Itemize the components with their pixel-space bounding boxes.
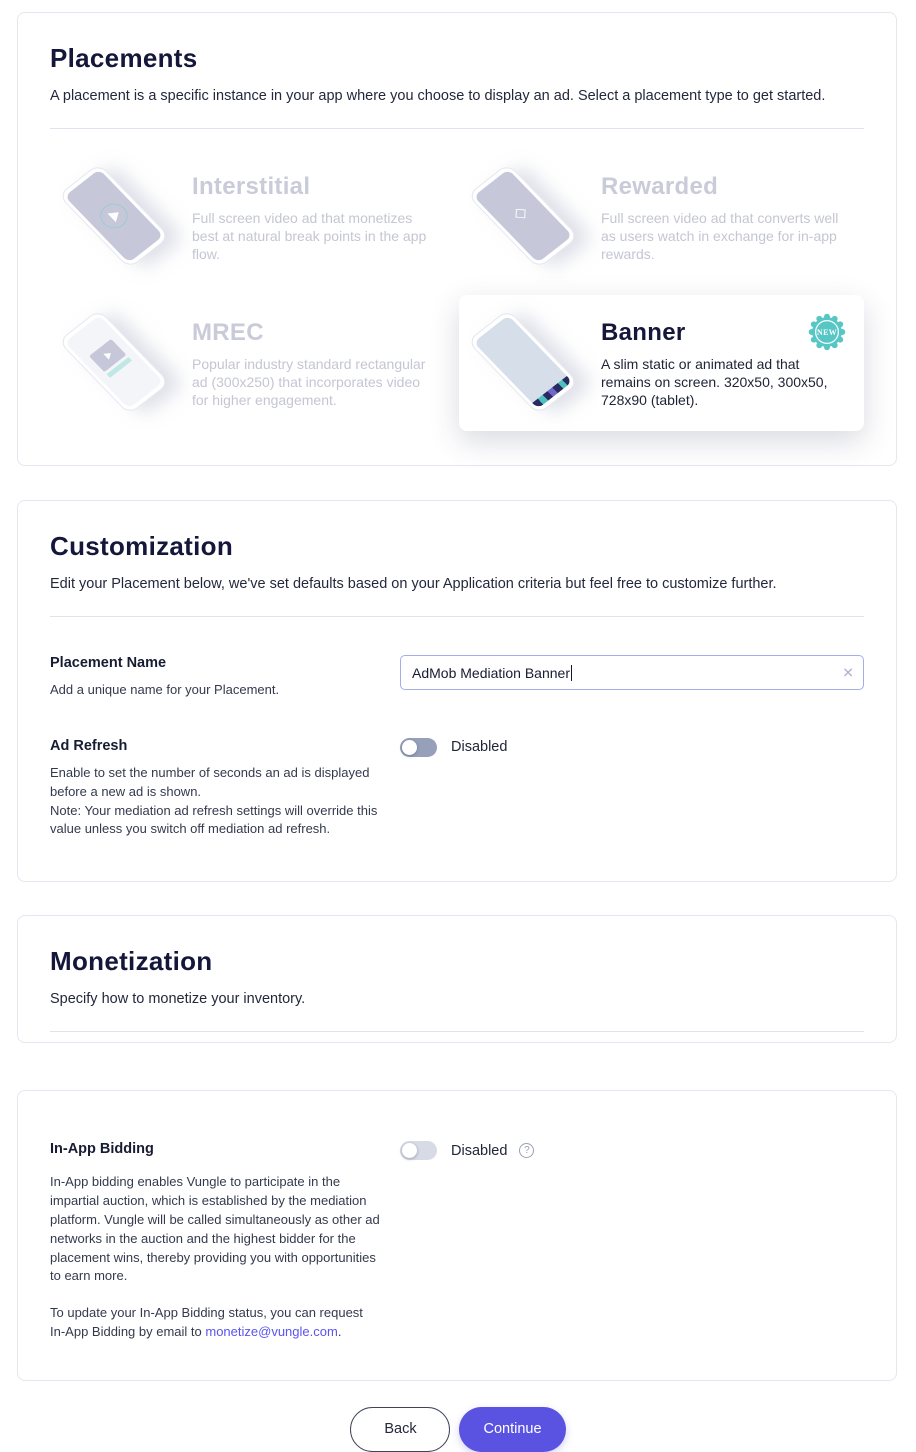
text-caret [571,665,572,681]
footer-actions [0,1407,916,1452]
placements-subtitle: A placement is a specific instance in your app where you choose to display an ad. Select a placement type to get started. [50,88,826,104]
ad-refresh-label: Ad Refresh [50,737,128,754]
placement-type-grid [50,129,864,431]
in-app-bidding-status: Disabled [451,1142,508,1159]
placement-type-rewarded[interactable] [459,149,864,285]
interstitial-phone-icon [66,167,170,267]
in-app-bidding-toggle[interactable] [400,1141,437,1160]
customization-subtitle: Edit your Placement below, we've set defaults based on your Application criteria but feel free to customize further. [50,576,777,592]
mrec-phone-icon [66,313,170,413]
placement-name-label: Placement Name [50,655,167,671]
continue-button[interactable]: Continue [459,1407,565,1452]
banner-title: Banner [601,319,686,346]
mrec-title: MREC [192,319,264,346]
placement-type-mrec[interactable] [50,295,455,431]
mrec-description: Popular industry standard rectangular ad (300x250) that incorporates video for higher engagement. [192,356,426,409]
placement-type-interstitial[interactable] [50,149,455,285]
customization-card [17,500,897,882]
monetize-email-link[interactable]: monetize@vungle.com [205,1324,338,1340]
rewarded-title: Rewarded [601,173,719,200]
monetization-subtitle: Specify how to monetize your inventory. [50,991,306,1008]
clear-input-icon[interactable]: ✕ [842,664,854,680]
placement-name-value: AdMob Mediation Banner [412,664,570,681]
banner-description: A slim static or animated ad that remains on screen. 320x50, 300x50, 728x90 (tablet). [601,356,828,409]
monetization-card [17,915,897,1043]
ad-refresh-toggle[interactable] [400,738,437,757]
ad-refresh-status: Disabled [451,739,508,756]
new-badge-icon [806,311,848,353]
placements-card [17,12,897,466]
ad-refresh-row [50,738,864,839]
help-icon[interactable]: ? [519,1143,534,1158]
customization-title: Customization [50,531,234,561]
placement-name-description: Add a unique name for your Placement. [50,682,280,697]
rewarded-description: Full screen video ad that converts well as users watch in exchange for in-app rewards. [601,210,839,263]
rewarded-phone-icon: ◇ [475,167,579,267]
in-app-bidding-row [50,1141,864,1342]
new-badge-label: NEW [816,328,838,338]
banner-phone-icon [475,313,579,413]
in-app-bidding-card [17,1090,897,1381]
interstitial-title: Interstitial [192,173,311,200]
in-app-bidding-label: In-App Bidding [50,1141,154,1158]
ad-refresh-description: Enable to set the number of seconds an ad is displayed before a new ad is shown. [50,764,370,799]
back-button[interactable]: Back [350,1407,450,1452]
placement-type-banner[interactable] [459,295,864,431]
divider [50,616,864,617]
interstitial-description: Full screen video ad that monetizes best at natural break points in the app flow. [192,210,427,263]
monetization-title: Monetization [50,946,213,977]
in-app-bidding-description: In-App bidding enables Vungle to participate in the impartial auction, which is established by the mediation platform. Vungle will be called simultaneously as other ad networks in the auction and the highest bidder for the placement wins, thereby providing you with opportunities to earn more. [50,1174,380,1284]
placement-name-input[interactable] [400,655,864,690]
divider [50,1031,864,1032]
in-app-bidding-update-note: To update your In-App Bidding status, you can request In-App Bidding by email to monetize@vungle.com. [50,1305,363,1340]
ad-refresh-note: Note: Your mediation ad refresh settings will override this value unless you switch off mediation ad refresh. [50,802,378,837]
placement-name-row [50,655,864,700]
placements-title: Placements [50,43,198,73]
